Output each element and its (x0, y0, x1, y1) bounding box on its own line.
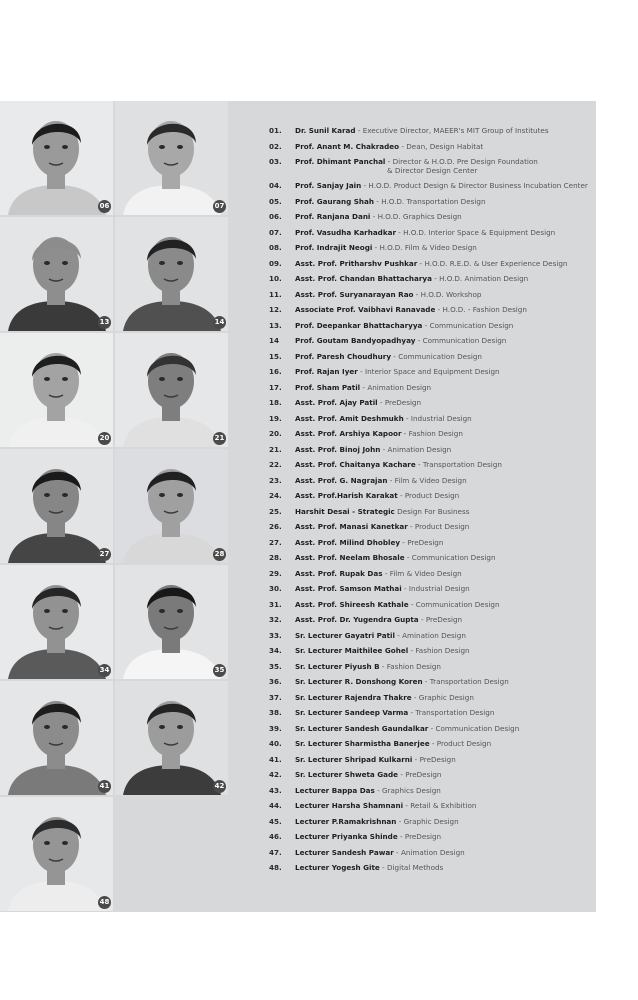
item-text: Prof. Goutam Bandyopadhyay - Communication Design (295, 336, 507, 345)
item-text: Sr. Lecturer Sharmistha Banerjee - Product Design (295, 739, 492, 748)
list-item (269, 259, 595, 275)
faculty-name: Asst. Prof. Dr. Yugendra Gupta (295, 615, 419, 624)
item-text: Sr. Lecturer Shweta Gade - PreDesign (295, 770, 442, 779)
item-number: 07. (269, 227, 282, 237)
faculty-photo (0, 101, 113, 215)
list-item (269, 553, 595, 569)
faculty-name: Associate Prof. Vaibhavi Ranavade (295, 305, 436, 314)
photo-number-badge: 35 (213, 664, 226, 677)
faculty-role: PreDesign (425, 615, 463, 624)
item-text: Sr. Lecturer Sandeep Varma - Transportation Design (295, 708, 495, 717)
item-text: Lecturer Harsha Shamnani - Retail & Exhibition (295, 801, 477, 810)
faculty-photo (0, 681, 113, 795)
faculty-role: Film & Video Design (394, 475, 467, 485)
faculty-name: Dr. Sunil Karad (295, 126, 356, 135)
faculty-photo (0, 217, 113, 331)
faculty-photo (115, 101, 228, 215)
item-number: 37. (269, 692, 282, 702)
faculty-role: Graphic Design (418, 692, 474, 702)
faculty-role: H.O.D. Product Design & Director Business Incubation Center (368, 181, 588, 190)
faculty-role: H.O.D. R.E.D. & User Experience Design (424, 258, 568, 268)
item-number: 29. (269, 568, 282, 578)
item-number: 31. (269, 599, 282, 609)
faculty-role: Communication Design (398, 351, 482, 361)
photo-number-badge: 48 (98, 896, 111, 909)
faculty-name: Asst. Prof. Chaitanya Kachare (295, 460, 416, 469)
list-item (269, 584, 595, 600)
faculty-name: Sr. Lecturer Shweta Gade (295, 770, 399, 779)
faculty-photo (115, 681, 228, 795)
photo-number-badge: 20 (98, 432, 111, 445)
faculty-role: Animation Design (367, 382, 432, 392)
faculty-role: Industrial Design (408, 584, 470, 593)
item-text: Asst. Prof. Shireesh Kathale - Communication Design (295, 599, 500, 609)
list-item (269, 507, 595, 523)
list-item (269, 398, 595, 414)
item-number: 02. (269, 141, 282, 151)
item-number: 08. (269, 243, 282, 252)
list-item (269, 181, 595, 197)
item-text: Sr. Lecturer Sandesh Gaundalkar - Communication Design (295, 723, 520, 733)
list-item (269, 677, 595, 693)
faculty-role: H.O.D. Interior Space & Equipment Design (403, 227, 556, 237)
item-text: Lecturer Priyanka Shinde - PreDesign (295, 832, 442, 841)
faculty-name: Lecturer Yogesh Gite (295, 863, 380, 872)
portrait-silhouette (0, 333, 113, 447)
item-text: Prof. Dhimant Panchal - Director & H.O.D. Pre Design Foundation & Director Design Center (295, 157, 538, 175)
item-text: Prof. Anant M. Chakradeo - Dean, Design Habitat (295, 141, 484, 151)
portrait-silhouette (115, 449, 228, 563)
list-item (269, 662, 595, 678)
faculty-role: Transportation Design (415, 708, 495, 717)
item-text: Asst. Prof. Rupak Das - Film & Video Design (295, 568, 462, 578)
faculty-name: Prof. Sham Patil (295, 382, 361, 392)
faculty-name: Lecturer Sandesh Pawar (295, 847, 394, 857)
list-item (269, 142, 595, 158)
faculty-role: H.O.D. Film & Video Design (379, 243, 477, 252)
faculty-name: Lecturer P.Ramakrishnan (295, 816, 397, 826)
faculty-name: Asst. Prof. Binoj John (295, 444, 381, 454)
item-number: 39. (269, 723, 282, 733)
faculty-name: Lecturer Bappa Das (295, 785, 375, 795)
item-number: 10. (269, 274, 282, 283)
faculty-name: Asst. Prof. Chandan Bhattacharya (295, 274, 432, 283)
item-text: Asst. Prof.Harish Karakat - Product Design (295, 491, 460, 500)
item-text: Prof. Sanjay Jain - H.O.D. Product Design & Director Business Incubation Center (295, 181, 588, 190)
faculty-name: Sr. Lecturer Sandeep Varma (295, 708, 409, 717)
faculty-role: Animation Design (387, 444, 452, 454)
item-number: 34. (269, 646, 282, 655)
faculty-name: Sr. Lecturer Gayatri Patil (295, 630, 395, 640)
list-item (269, 491, 595, 507)
faculty-name: Prof. Indrajit Neogi (295, 243, 373, 252)
item-number: 35. (269, 661, 282, 671)
item-number: 16. (269, 367, 282, 376)
item-number: 18. (269, 398, 282, 407)
faculty-name: Asst. Prof. Amit Deshmukh (295, 413, 404, 423)
item-text: Prof. Deepankar Bhattacharyya - Communication Design (295, 320, 514, 330)
item-number: 32. (269, 615, 282, 624)
faculty-name: Asst. Prof. Rupak Das (295, 568, 383, 578)
photo-number-badge: 21 (213, 432, 226, 445)
faculty-role: H.O.D. Workshop (420, 289, 482, 299)
photo-number-badge: 06 (98, 200, 111, 213)
faculty-role: H.O.D. - Fashion Design (442, 305, 527, 314)
item-text: Prof. Rajan Iyer - Interior Space and Equipment Design (295, 367, 500, 376)
faculty-name: Asst. Prof. Samson Mathai (295, 584, 402, 593)
list-item (269, 367, 595, 383)
faculty-role: Industrial Design (410, 413, 472, 423)
faculty-role: Communication Design (415, 599, 500, 609)
faculty-photo (0, 333, 113, 447)
faculty-role: Design For Business (397, 506, 470, 516)
faculty-role: H.O.D. Transportation Design (381, 196, 486, 206)
item-number: 09. (269, 258, 282, 268)
list-item (269, 708, 595, 724)
photo-number-badge: 13 (98, 316, 111, 329)
item-number: 28. (269, 553, 282, 562)
faculty-role: Executive Director, MAEER's MIT Group of Institutes (362, 126, 549, 135)
item-number: 47. (269, 847, 282, 857)
item-text: Asst. Prof. Pritharshv Pushkar - H.O.D. R.E.D. & User Experience Design (295, 258, 568, 268)
list-item (269, 786, 595, 802)
faculty-photo (0, 565, 113, 679)
list-item (269, 615, 595, 631)
portrait-silhouette (0, 565, 113, 679)
faculty-role: Dean, Design Habitat (406, 141, 484, 151)
list-item (269, 126, 595, 142)
faculty-role: Communication Design (429, 320, 514, 330)
faculty-list (269, 126, 595, 879)
portrait-silhouette (115, 565, 228, 679)
faculty-photo (115, 217, 228, 331)
faculty-name: Asst. Prof. Neelam Bhosale (295, 553, 405, 562)
faculty-photo (115, 333, 228, 447)
item-number: 43. (269, 785, 282, 795)
portrait-silhouette (115, 217, 228, 331)
list-item (269, 739, 595, 755)
item-number: 46. (269, 832, 282, 841)
faculty-name: Prof. Ranjana Dani (295, 212, 371, 221)
item-text: Prof. Ranjana Dani - H.O.D. Graphics Design (295, 212, 462, 221)
list-item (269, 770, 595, 786)
faculty-role: Film & Video Design (389, 568, 462, 578)
item-number: 27. (269, 537, 282, 547)
item-text (295, 507, 469, 516)
item-text: Lecturer Yogesh Gite - Digital Methods (295, 863, 444, 872)
item-number: 26. (269, 522, 282, 531)
portrait-silhouette (115, 681, 228, 795)
faculty-role: Communication Design (435, 723, 520, 733)
list-item (269, 321, 595, 337)
list-item (269, 383, 595, 399)
item-text: Lecturer P.Ramakrishnan - Graphic Design (295, 816, 459, 826)
item-number: 17. (269, 382, 282, 392)
faculty-name: Sr. Lecturer R. Donshong Koren (295, 677, 423, 686)
list-item (269, 522, 595, 538)
item-number: 03. (269, 157, 282, 166)
faculty-name: Lecturer Harsha Shamnani (295, 801, 404, 810)
photo-number-badge: 41 (98, 780, 111, 793)
list-item (269, 212, 595, 228)
faculty-name: Asst. Prof. Suryanarayan Rao (295, 289, 414, 299)
faculty-role: Fashion Design (408, 429, 463, 438)
faculty-name: Prof. Vasudha Karhadkar (295, 227, 396, 237)
item-text: Asst. Prof. Milind Dhobley - PreDesign (295, 537, 444, 547)
faculty-role: Digital Methods (386, 863, 444, 872)
list-item (269, 476, 595, 492)
list-item (269, 538, 595, 554)
faculty-name: Sr. Lecturer Maithilee Gohel (295, 646, 409, 655)
photo-number-badge: 42 (213, 780, 226, 793)
item-text: Prof. Sham Patil - Animation Design (295, 382, 432, 392)
item-number: 14 (269, 336, 280, 345)
list-item (269, 445, 595, 461)
list-item (269, 197, 595, 213)
item-number: 30. (269, 584, 282, 593)
faculty-name: Asst. Prof. Manasi Kanetkar (295, 522, 408, 531)
faculty-role: Graphics Design (381, 785, 441, 795)
faculty-photo (0, 797, 113, 911)
faculty-name: Asst. Prof. Pritharshv Pushkar (295, 258, 418, 268)
faculty-role-continued: & Director Design Center (387, 166, 478, 175)
faculty-role: Director & H.O.D. Pre Design Foundation (392, 157, 538, 166)
photo-number-badge: 34 (98, 664, 111, 677)
item-text: Sr. Lecturer Piyush B - Fashion Design (295, 661, 441, 671)
faculty-name: Sr. Lecturer Sharmistha Banerjee (295, 739, 430, 748)
list-item (269, 460, 595, 476)
item-text: Asst. Prof. Ajay Patil - PreDesign (295, 398, 422, 407)
portrait-silhouette (115, 333, 228, 447)
item-number: 01. (269, 126, 282, 135)
list-item (269, 724, 595, 740)
faculty-photo (0, 449, 113, 563)
faculty-name: Prof. Dhimant Panchal (295, 157, 386, 166)
faculty-name: Prof. Deepankar Bhattacharyya (295, 320, 423, 330)
faculty-name: Asst. Prof.Harish Karakat (295, 491, 398, 500)
faculty-name: Harshit Desai - Strategic (295, 506, 395, 516)
list-item (269, 569, 595, 585)
item-number: 36. (269, 677, 282, 686)
list-item (269, 863, 595, 879)
photo-number-badge: 27 (98, 548, 111, 561)
item-number: 06. (269, 212, 282, 221)
faculty-role: Transportation Design (429, 677, 509, 686)
list-item (269, 600, 595, 616)
list-item (269, 228, 595, 244)
list-item (269, 693, 595, 709)
item-text: Prof. Indrajit Neogi - H.O.D. Film & Video Design (295, 243, 477, 252)
list-item (269, 755, 595, 771)
item-number: 40. (269, 739, 282, 748)
faculty-name: Asst. Prof. Shireesh Kathale (295, 599, 409, 609)
faculty-name: Prof. Sanjay Jain (295, 181, 362, 190)
item-text: Associate Prof. Vaibhavi Ranavade - H.O.D. - Fashion Design (295, 305, 527, 314)
item-number: 22. (269, 460, 282, 469)
list-item (269, 352, 595, 368)
list-item (269, 631, 595, 647)
faculty-role: PreDesign (405, 770, 442, 779)
faculty-name: Prof. Rajan Iyer (295, 367, 358, 376)
item-number: 38. (269, 708, 282, 717)
list-item (269, 817, 595, 833)
item-number: 33. (269, 630, 282, 640)
item-text: Sr. Lecturer Maithilee Gohel - Fashion Design (295, 646, 470, 655)
item-number: 41. (269, 754, 282, 764)
faculty-role: Transportation Design (422, 460, 502, 469)
item-text: Sr. Lecturer Rajendra Thakre - Graphic Design (295, 692, 474, 702)
item-text: Asst. Prof. Amit Deshmukh - Industrial Design (295, 413, 472, 423)
portrait-silhouette (115, 101, 228, 215)
faculty-name: Asst. Prof. Milind Dhobley (295, 537, 401, 547)
faculty-role: PreDesign (419, 754, 456, 764)
item-text: Prof. Vasudha Karhadkar - H.O.D. Interior Space & Equipment Design (295, 227, 556, 237)
faculty-name: Sr. Lecturer Sandesh Gaundalkar (295, 723, 429, 733)
item-number: 19. (269, 413, 282, 423)
list-item (269, 336, 595, 352)
item-number: 11. (269, 289, 282, 299)
faculty-name: Asst. Prof. G. Nagrajan (295, 475, 388, 485)
portrait-silhouette (0, 101, 113, 215)
faculty-photo (115, 449, 228, 563)
list-item (269, 305, 595, 321)
photo-number-badge: 14 (213, 316, 226, 329)
item-text: Prof. Paresh Choudhury - Communication Design (295, 351, 482, 361)
faculty-role: Interior Space and Equipment Design (365, 367, 500, 376)
list-item (269, 274, 595, 290)
list-item (269, 848, 595, 864)
item-text: Sr. Lecturer Gayatri Patil - Amination Design (295, 630, 466, 640)
item-number: 13. (269, 320, 282, 330)
item-text: Prof. Gaurang Shah - H.O.D. Transportation Design (295, 196, 486, 206)
item-text: Asst. Prof. Neelam Bhosale - Communication Design (295, 553, 496, 562)
item-text: Asst. Prof. Binoj John - Animation Design (295, 444, 452, 454)
item-text: Lecturer Bappa Das - Graphics Design (295, 785, 441, 795)
item-text: Asst. Prof. Manasi Kanetkar - Product Design (295, 522, 470, 531)
faculty-name: Prof. Paresh Choudhury (295, 351, 392, 361)
faculty-role: Fashion Design (386, 661, 441, 671)
faculty-role: Animation Design (400, 847, 465, 857)
portrait-silhouette (0, 217, 113, 331)
item-number: 45. (269, 816, 282, 826)
item-number: 48. (269, 863, 282, 872)
faculty-role: H.O.D. Animation Design (439, 274, 529, 283)
item-text: Sr. Lecturer Shripad Kulkarni - PreDesign (295, 754, 456, 764)
portrait-silhouette (0, 797, 113, 911)
photo-number-badge: 28 (213, 548, 226, 561)
faculty-role: H.O.D. Graphics Design (377, 212, 462, 221)
faculty-name: Prof. Goutam Bandyopadhyay (295, 336, 416, 345)
list-item (269, 243, 595, 259)
item-number: 04. (269, 181, 282, 190)
item-text: Asst. Prof. Chaitanya Kachare - Transportation Design (295, 460, 502, 469)
item-text: Lecturer Sandesh Pawar - Animation Design (295, 847, 465, 857)
portrait-silhouette (0, 449, 113, 563)
faculty-role: PreDesign (407, 537, 444, 547)
list-item (269, 290, 595, 306)
item-text: Asst. Prof. Chandan Bhattacharya - H.O.D. Animation Design (295, 274, 529, 283)
item-text: Asst. Prof. G. Nagrajan - Film & Video Design (295, 475, 467, 485)
faculty-name: Sr. Lecturer Shripad Kulkarni (295, 754, 413, 764)
item-number: 12. (269, 305, 282, 314)
item-number: 25. (269, 506, 282, 516)
faculty-role: Product Design (404, 491, 460, 500)
item-text: Dr. Sunil Karad - Executive Director, MAEER's MIT Group of Institutes (295, 126, 549, 135)
faculty-role: PreDesign (384, 398, 422, 407)
faculty-name: Prof. Anant M. Chakradeo (295, 141, 400, 151)
item-number: 23. (269, 475, 282, 485)
faculty-role: Retail & Exhibition (410, 801, 477, 810)
faculty-photo (115, 565, 228, 679)
item-number: 15. (269, 351, 282, 361)
item-text: Asst. Prof. Suryanarayan Rao - H.O.D. Workshop (295, 289, 482, 299)
faculty-name: Sr. Lecturer Piyush B (295, 661, 380, 671)
faculty-name: Sr. Lecturer Rajendra Thakre (295, 692, 412, 702)
list-item (269, 157, 595, 181)
item-number: 20. (269, 429, 282, 438)
list-item (269, 646, 595, 662)
faculty-name: Lecturer Priyanka Shinde (295, 832, 398, 841)
faculty-role: Amination Design (402, 630, 466, 640)
list-item (269, 414, 595, 430)
faculty-role: Product Design (436, 739, 492, 748)
item-number: 42. (269, 770, 282, 779)
list-item (269, 832, 595, 848)
item-text: Sr. Lecturer R. Donshong Koren - Transportation Design (295, 677, 509, 686)
faculty-role: Fashion Design (415, 646, 470, 655)
item-number: 44. (269, 801, 282, 810)
faculty-name: Prof. Gaurang Shah (295, 196, 375, 206)
photo-number-badge: 07 (213, 200, 226, 213)
list-item (269, 801, 595, 817)
item-text: Asst. Prof. Dr. Yugendra Gupta - PreDesign (295, 615, 463, 624)
item-text: Asst. Prof. Arshiya Kapoor - Fashion Design (295, 429, 463, 438)
item-number: 24. (269, 491, 282, 500)
faculty-role: Graphic Design (403, 816, 459, 826)
item-number: 05. (269, 196, 282, 206)
faculty-role: Communication Design (422, 336, 507, 345)
faculty-role: Communication Design (411, 553, 496, 562)
item-text: Asst. Prof. Samson Mathai - Industrial Design (295, 584, 470, 593)
faculty-name: Asst. Prof. Ajay Patil (295, 398, 378, 407)
item-number: 21. (269, 444, 282, 454)
portrait-silhouette (0, 681, 113, 795)
faculty-role: Product Design (414, 522, 470, 531)
faculty-name: Asst. Prof. Arshiya Kapoor (295, 429, 402, 438)
faculty-role: PreDesign (404, 832, 442, 841)
list-item (269, 429, 595, 445)
